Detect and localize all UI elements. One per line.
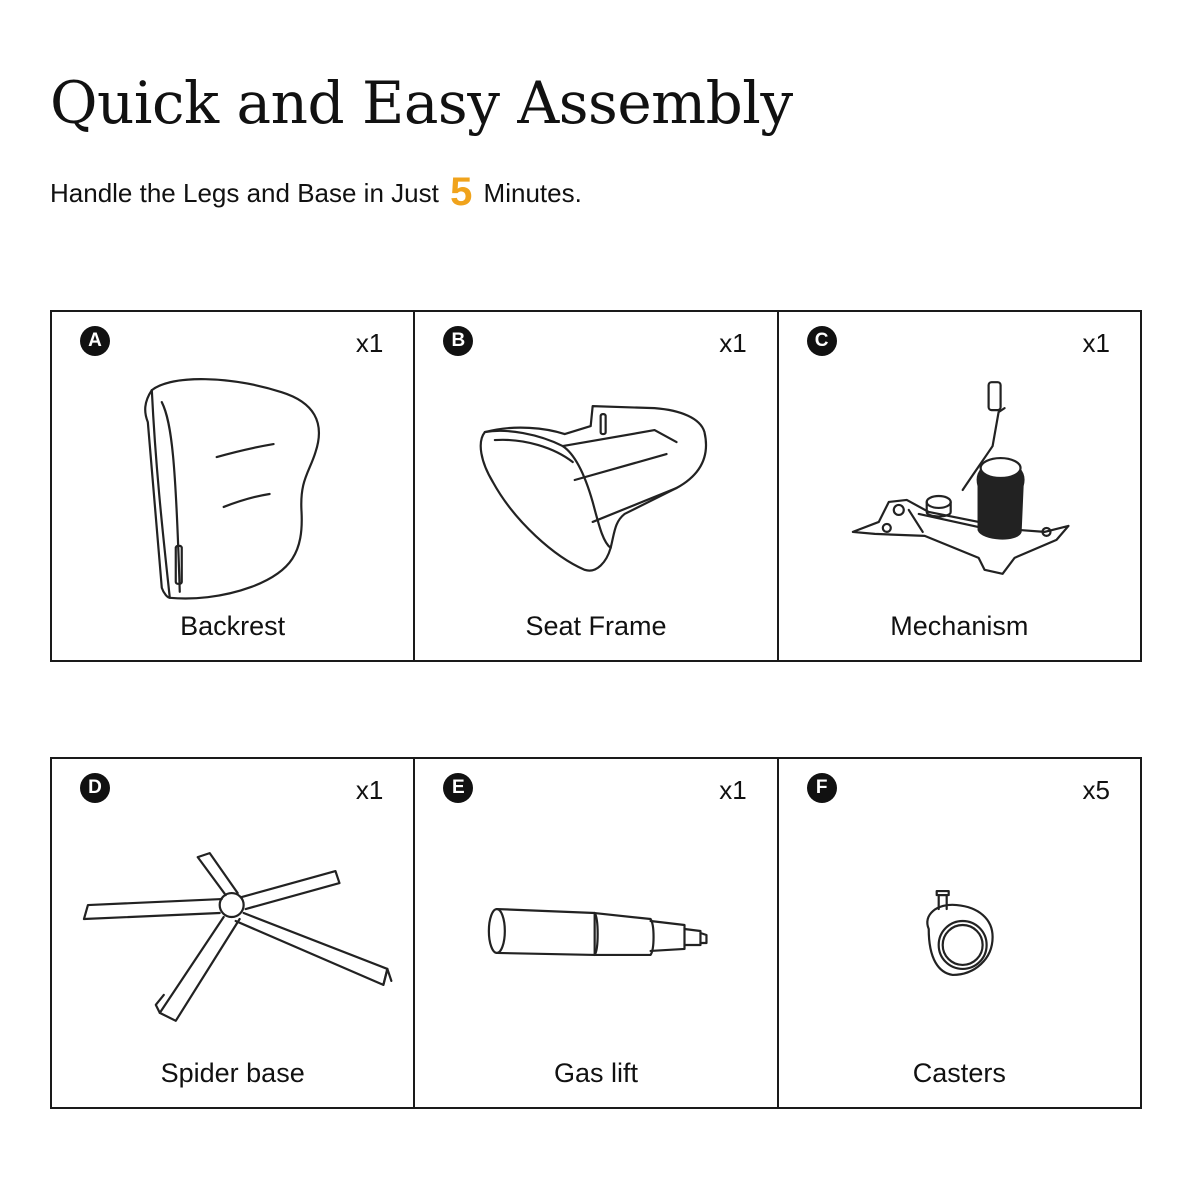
backrest-icon (52, 362, 413, 602)
part-label: Gas lift (553, 1058, 638, 1088)
part-quantity: x1 (355, 328, 384, 358)
part-quantity: x1 (1082, 328, 1110, 358)
spider-base-icon (52, 809, 413, 1049)
part-quantity: x1 (719, 328, 747, 358)
part-label: Casters (912, 1058, 1006, 1088)
parts-grid-row-1 (50, 310, 1142, 662)
part-label: Seat Frame (525, 611, 667, 641)
part-label: Mechanism (890, 611, 1029, 641)
subtitle-text: Handle the Legs and Base in Just (50, 178, 439, 208)
part-letter-badge: E (443, 773, 473, 803)
page-subtitle (50, 168, 582, 216)
part-letter-badge: C (807, 326, 837, 356)
part-letter-badge: A (80, 326, 110, 356)
part-label: Spider base (160, 1058, 305, 1088)
part-card-gas-lift (415, 759, 778, 1107)
part-card-spider-base (52, 759, 415, 1107)
part-quantity: x1 (355, 775, 384, 805)
part-quantity: x1 (719, 775, 747, 805)
minutes-number: 5 (450, 170, 473, 214)
part-card-mechanism (779, 312, 1140, 660)
mechanism-icon (779, 362, 1140, 602)
part-card-casters (779, 759, 1140, 1107)
gas-lift-icon (415, 809, 776, 1049)
page-title: Quick and Easy Assembly (50, 69, 793, 137)
part-card-seat-frame (415, 312, 778, 660)
part-letter-badge: D (80, 773, 110, 803)
seat-frame-icon (415, 362, 776, 602)
caster-icon (779, 809, 1140, 1049)
part-letter-badge: B (443, 326, 473, 356)
part-label: Backrest (180, 611, 286, 641)
part-card-backrest (52, 312, 415, 660)
part-letter-badge: F (807, 773, 837, 803)
part-quantity: x5 (1082, 775, 1110, 805)
subtitle-text-end: Minutes. (483, 178, 582, 208)
parts-grid-row-2 (50, 757, 1142, 1109)
